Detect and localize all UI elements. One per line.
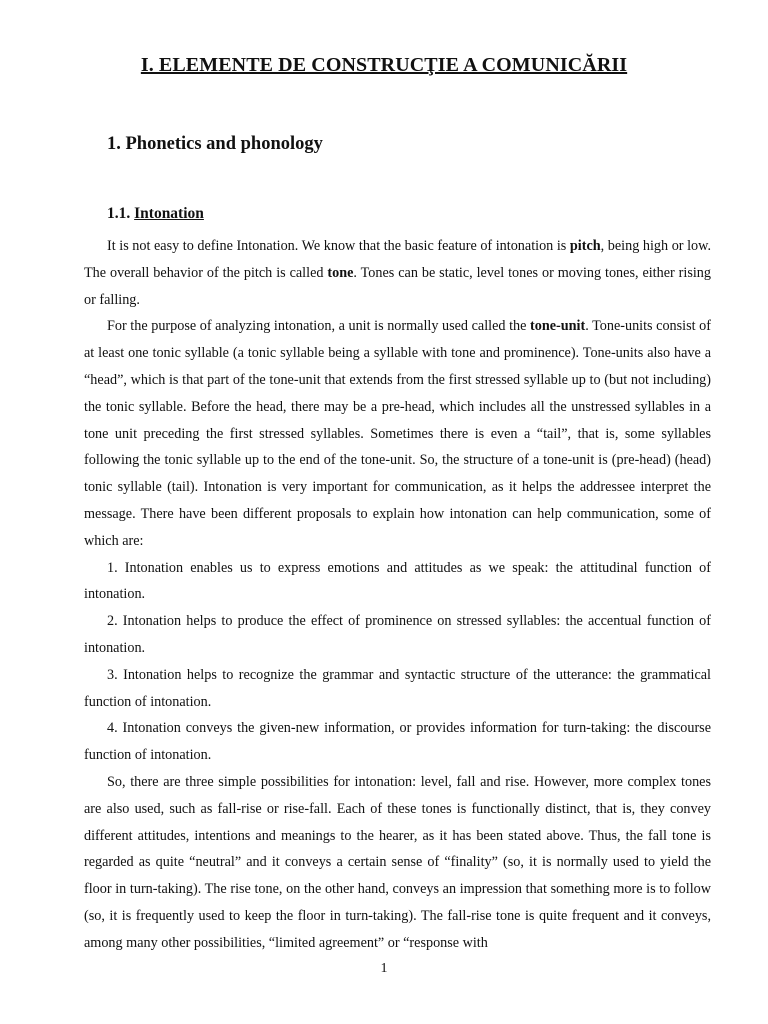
subsection-heading <box>107 205 204 223</box>
list-item: 1. Intonation enables us to express emotions and attitudes as we speak: the attitudinal function of intonation. <box>84 559 711 603</box>
paragraph-intro: It is not easy to define Intonation. We know that the basic feature of intonation is pitch, being high or low. The overall behavior of the pitch is called tone. Tones can be static, level tones or moving tones, either rising or falling. <box>84 238 711 308</box>
term-tone-unit: tone-unit <box>530 318 586 335</box>
paragraph-tone-unit: For the purpose of analyzing intonation, a unit is normally used called the tone-unit. Tone-units consist of at least one tonic syllable (a tonic syllable being a syllable with tone and prominence). Tone-units also have a “head”, which is that part of the tone-unit that extends from the first stressed syllable up to (but not including) the tonic syllable. Before the head, there may be a pre-head, which includes all the unstressed syllables in a tone unit preceding the first stressed syllables. Sometimes there is even a “tail”, that is, some syllables following the tonic syllable up to the end of the tone-unit. So, the structure of a tone-unit is (pre-head) (head) tonic syllable (tail). Intonation is very important for communication, as it helps the addressee interpret the message. There have been different proposals to explain how intonation can help communication, some of which are: <box>84 318 711 549</box>
subsection-number: 1.1. <box>107 205 131 222</box>
section-heading: 1. Phonetics and phonology <box>107 134 323 154</box>
term-pitch: pitch <box>569 238 601 254</box>
page-number: 1 <box>380 961 388 976</box>
list-item: 3. Intonation helps to recognize the grammar and syntactic structure of the utterance: the grammatical function of intonation. <box>84 666 711 710</box>
chapter-title: I. ELEMENTE DE CONSTRUCŢIE A COMUNICĂRII <box>140 54 628 76</box>
term-tone: tone <box>327 264 354 281</box>
subsection-label: Intonation <box>134 205 204 222</box>
list-item: 2. Intonation helps to produce the effect of prominence on stressed syllables: the accentual function of intonation. <box>84 613 711 656</box>
list-item: 4. Intonation conveys the given-new information, or provides information for turn-taking: the discourse function of intonation. <box>84 720 711 764</box>
body-text <box>84 233 711 957</box>
paragraph-tones: So, there are three simple possibilities for intonation: level, fall and rise. However, more complex tones are also used, such as fall-rise or rise-fall. Each of these tones is functionally distinct, that is, they convey different attitudes, intentions and meanings to the hearer, as it has been stated above. Thus, the fall tone is regarded as quite “neutral” and it conveys a certain sense of “finality” (so, it is normally used to yield the floor in turn-taking). The rise tone, on the other hand, conveys an impression that something more is to follow (so, it is frequently used to keep the floor in turn-taking). The fall-rise tone is quite frequent and it conveys, among many other possibilities, “limited agreement” or “response with <box>84 773 711 951</box>
